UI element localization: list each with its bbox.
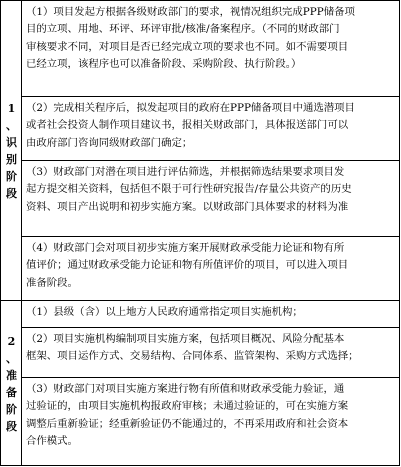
stage-2-step-2 [22, 328, 399, 378]
step-text-line: 由政府部门咨询同级财政部门确定； [26, 136, 193, 149]
step-text-line: （3）财政部门对项目实施方案进行物有所值和财政承受能力验证，通 [26, 383, 345, 395]
stage-label-char: 准 [6, 369, 17, 382]
stage-column [1, 1, 22, 465]
stage-label-char: 备 [6, 386, 17, 399]
step-text-line: 资料、项目产出说明和初步实施方案。以财政部门具体要求的材料为准 [26, 200, 349, 213]
step-text-line: （1）县级（含）以上地方人民政府通常指定项目实施机构； [26, 306, 303, 318]
step-text-line: 值评价；通过财政承受能力论证和物有所值评价的项目，可以进入项目 [26, 259, 349, 272]
stage-label-char: 1 [7, 101, 16, 115]
stage-1-label [1, 1, 22, 300]
step-text-line: 或者社会投资人制作项目建议书，报相关财政部门，具体报送部门可以 [26, 119, 349, 132]
step-text-line: 调整后重新验证；经重新验证仍不能通过的，不再采用政府和社会资本 [26, 417, 349, 430]
stage-label-char: 2 [7, 335, 16, 348]
step-text-line: 合作模式。 [26, 434, 78, 447]
step-text-line: 过验证的，由项目实施机构报政府审核；未通过验证的，可在实施方案 [26, 400, 349, 413]
step-text-line: （1）项目发起方根据各级财政部门的要求，视情况组织完成PPP储备项 [26, 6, 355, 18]
stage-label-char: 段 [6, 186, 17, 200]
stage-label-char: 、 [6, 118, 17, 132]
stage-1-step-1 [22, 1, 399, 97]
step-text-line: （4）财政部门会对项目初步实施方案开展财政承受能力论证和物有所 [26, 242, 345, 254]
step-text-line: （2）项目实施机构编制项目实施方案，包括项目概况、风险分配基本 [26, 333, 345, 345]
stage-2-step-1 [22, 301, 399, 328]
content-column [22, 1, 399, 465]
stage-label-char: 、 [6, 352, 17, 365]
step-text-line: 审核要求不同，对项目是否已经完成立项的要求也不同。如不需要项目 [26, 40, 349, 53]
stage-1-step-3 [22, 161, 399, 237]
step-text-line: 已经立项，该程序也可以准备阶段、采购阶段、执行阶段。） [26, 57, 302, 70]
step-text-line: 目的立项、用地、环评、环评审批/核准/备案程序。（不同的财政部门 [26, 23, 340, 36]
step-text-line: 起方提交相关资料，包括但不限于可行性研究报告/存量公共资产的历史 [26, 183, 352, 196]
step-text-line: 框架、项目运作方式、交易结构、合同体系、监管架构、采购方式选择； [26, 350, 359, 363]
step-text-line: （3）财政部门对潜在项目进行评估筛选，并根据筛选结果要求项目发 [26, 166, 345, 178]
stage-label-char: 阶 [6, 169, 17, 183]
stage-label-char: 别 [6, 152, 17, 166]
stage-1-step-2 [22, 97, 399, 161]
stage-label-char: 阶 [6, 403, 17, 416]
stage-1-step-4 [22, 237, 399, 301]
stage-2-label [1, 301, 22, 467]
step-text-line: 准备阶段。 [26, 276, 78, 289]
stage-label-char: 段 [6, 420, 17, 433]
stage-label-char: 识 [6, 135, 17, 149]
stage-2-step-3 [22, 378, 399, 467]
step-text-line: （2）完成相关程序后，拟发起项目的政府在PPP储备项目中通选潜项目 [26, 102, 355, 114]
